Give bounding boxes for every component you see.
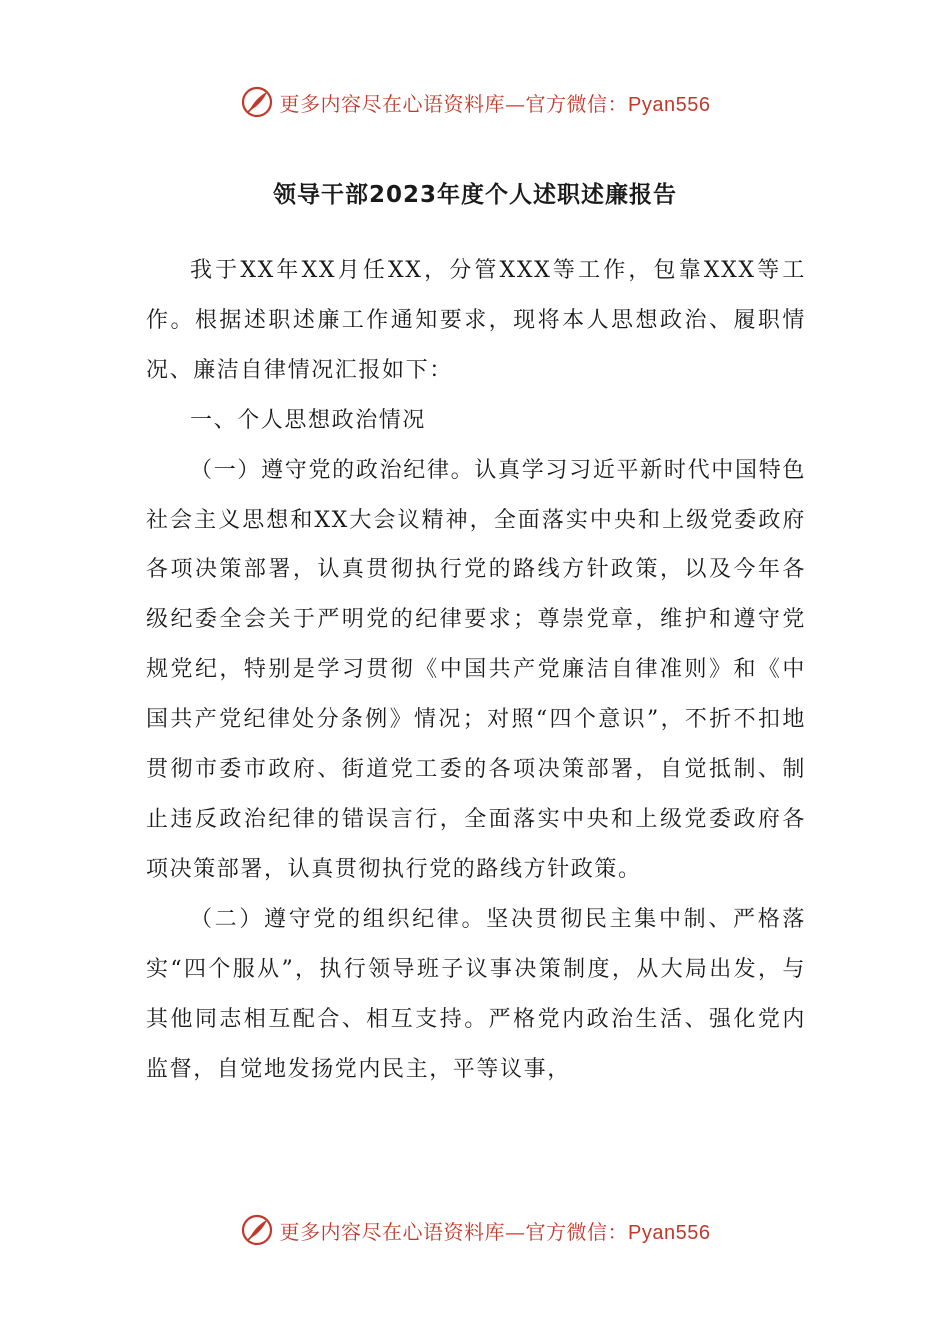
paragraph-organizational-discipline: （二）遵守党的组织纪律。坚决贯彻民主集中制、严格落实“四个服从”，执行领导班子议事决策制度，从大局出发，与其他同志相互配合、相互支持。严格党内政治生活、强化党内监督，自觉地发扬党内民主，平等议事， — [146, 906, 806, 1082]
header-watermark — [0, 80, 950, 124]
document-title: 领导干部2023年度个人述职述廉报告 — [272, 182, 677, 208]
watermark-text: 更多内容尽在心语资料库—官方微信：Pyan556 — [279, 1219, 711, 1244]
paragraph-political-discipline: （一）遵守党的政治纪律。认真学习习近平新时代中国特色社会主义思想和XX大会议精神，全面落实中央和上级党委政府各项决策部署，认真贯彻执行党的路线方针政策，以及今年各级纪委全会关于严明党的纪律要求；尊崇党章，维护和遵守党规党纪，特别是学习贯彻《中国共产党廉洁自律准则》和《中国共产党纪律处分条例》情况；对照“四个意识”，不折不扣地贯彻市委市政府、街道党工委的各项决策部署，自觉抵制、制止违反政治纪律的错误言行，全面落实中央和上级党委政府各项决策部署，认真贯彻执行党的路线方针政策。 — [146, 457, 806, 882]
watermark-wechat-id: Pyan556 — [628, 93, 711, 116]
watermark-text: 更多内容尽在心语资料库—官方微信：Pyan556 — [279, 91, 711, 116]
watermark-wechat-id: Pyan556 — [628, 1221, 711, 1244]
footer-watermark — [0, 1208, 950, 1252]
quill-logo-icon — [240, 1213, 274, 1247]
intro-paragraph: 我于XX年XX月任XX，分管XXX等工作，包靠XXX等工作。根据述职述廉工作通知要求，现将本人思想政治、履职情况、廉洁自律情况汇报如下： — [146, 258, 806, 383]
section-heading-1: 一、个人思想政治情况 — [190, 407, 427, 433]
quill-logo-icon — [240, 85, 274, 119]
document-body — [146, 246, 806, 1094]
